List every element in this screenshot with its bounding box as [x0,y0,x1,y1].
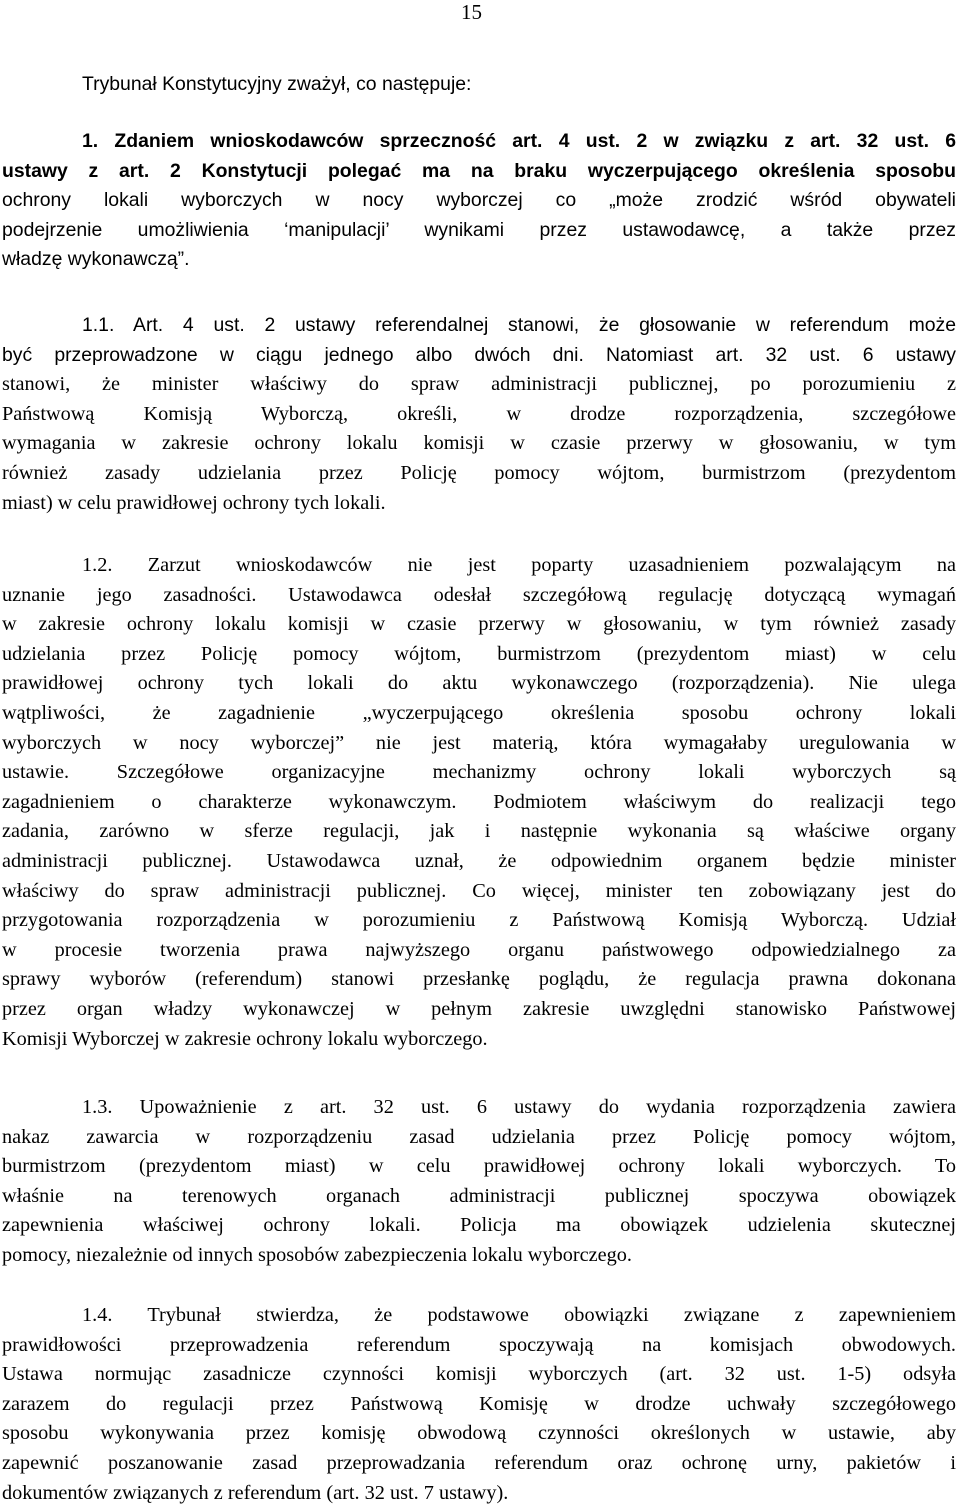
paragraph-line: w zakresie ochrony lokalu komisji w czasie przerwy w głosowaniu, w tym również zasady [2,613,956,636]
paragraph-line: również zasady udzielania przez Policję pomocy wójtom, burmistrzom (prezydentom [2,461,956,484]
paragraph-line: w procesie tworzenia prawa najwyższego organu państwowego odpowiedzialnego za [2,938,956,961]
paragraph-line: ustawie. Szczegółowe organizacyjne mechanizmy ochrony lokali wyborczych są [2,761,956,784]
page-number: 15 [461,0,482,24]
paragraph-line: 1. Zdaniem wnioskodawców sprzeczność art. 4 ust. 2 w związku z art. 32 ust. 6 [82,130,956,152]
paragraph-line: wymagania w zakresie ochrony lokalu komisji w czasie przerwy w głosowaniu, w tym [2,432,956,455]
paragraph-1-1 [2,311,956,518]
paragraph-line: Komisji Wyborczej w zakresie ochrony lokalu wyborczego. [2,1027,488,1050]
paragraph-line: ustawy z art. 2 Konstytucji polegać ma na braku wyczerpującego określenia sposobu [2,159,956,182]
paragraph-line: zapewnić poszanowanie zasad przeprowadzania referendum oraz ochronę urny, pakietów i [2,1451,956,1474]
paragraph-line: przygotowania rozporządzenia w porozumieniu z Państwową Komisją Wyborczą. Udział [2,909,956,932]
paragraph-1-3 [2,1093,956,1271]
paragraph-line: zagadnieniem o charakterze wykonawczym. Podmiotem właściwym do realizacji tego [2,790,956,813]
paragraph-line: pomocy, niezależnie od innych sposobów zabezpieczenia lokalu wyborczego. [2,1243,632,1266]
paragraph-line: dokumentów związanych z referendum (art. 32 ust. 7 ustawy). [2,1481,509,1504]
paragraph-line: właśnie na terenowych organach administracji publicznej spoczywa obowiązek [2,1184,956,1207]
paragraph-line: stanowi, że minister właściwy do spraw administracji publicznej, po porozumieniu z [2,373,956,396]
paragraph-line: Ustawa normując zasadnicze czynności komisji wyborczych (art. 32 ust. 1-5) odsyła [2,1363,956,1386]
paragraph-1 [2,127,956,275]
paragraph-line: podejrzenie umożliwienia ‘manipulacji’ wynikami przez ustawodawcę, a także przez [2,218,956,241]
paragraph-line: zapewnienia właściwej ochrony lokali. Policja ma obowiązek udzielenia skutecznej [2,1214,956,1237]
section-heading: Trybunał Konstytucyjny zważył, co następuje: [82,73,472,95]
paragraph-line: nakaz zawarcia w rozporządzeniu zasad udzielania przez Policję pomocy wójtom, [2,1125,956,1148]
paragraph-line: 1.1. Art. 4 ust. 2 ustawy referendalnej stanowi, że głosowanie w referendum może [82,314,956,336]
paragraph-1-2 [2,551,956,1054]
paragraph-line: zadania, zarówno w sferze regulacji, jak i następnie wykonania są właściwe organy [2,820,956,843]
paragraph-line: sposobu wykonywania przez komisję obwodową czynności określonych w ustawie, aby [2,1422,956,1445]
paragraph-line: sprawy wyborów (referendum) stanowi przesłankę poglądu, że regulacja prawna dokonana [2,968,956,991]
paragraph-line: Państwową Komisją Wyborczą, określi, w drodze rozporządzenia, szczegółowe [2,402,956,425]
paragraph-line: 1.4. Trybunał stwierdza, że podstawowe obowiązki związane z zapewnieniem [82,1304,956,1326]
paragraph-line: być przeprowadzone w ciągu jednego albo dwóch dni. Natomiast art. 32 ust. 6 ustawy [2,343,956,366]
paragraph-line: wyborczych w nocy wyborczej” nie jest materią, która wymagałaby uregulowania w [2,731,956,754]
paragraph-line: właściwy do spraw administracji publicznej. Co więcej, minister ten zobowiązany jest do [2,879,956,902]
paragraph-line: ochrony lokali wyborczych w nocy wyborczej co „może zrodzić wśród obywateli [2,189,956,212]
paragraph-1-4 [2,1301,956,1508]
paragraph-line: przez organ władzy wykonawczej w pełnym zakresie uwzględni stanowisko Państwowej [2,997,956,1020]
paragraph-line: wątpliwości, że zagadnienie „wyczerpującego określenia sposobu ochrony lokali [2,701,956,724]
paragraph-line: burmistrzom (prezydentom miast) w celu prawidłowej ochrony lokali wyborczych. To [2,1155,956,1178]
paragraph-line: uznanie jego zasadności. Ustawodawca odesłał szczegółową regulację dotyczącą wymagań [2,583,956,606]
paragraph-line: prawidłowej ochrony tych lokali do aktu wykonawczego (rozporządzenia). Nie ulega [2,672,956,695]
paragraph-line: 1.3. Upoważnienie z art. 32 ust. 6 ustawy do wydania rozporządzenia zawiera [82,1096,956,1118]
paragraph-line: administracji publicznej. Ustawodawca uznał, że odpowiednim organem będzie minister [2,849,956,872]
paragraph-line: 1.2. Zarzut wnioskodawców nie jest poparty uzasadnieniem pozwalającym na [82,554,956,576]
paragraph-line: miast) w celu prawidłowej ochrony tych lokali. [2,491,386,514]
paragraph-line: zarazem do regulacji przez Państwową Komisję w drodze uchwały szczegółowego [2,1392,956,1415]
paragraph-line: władzę wykonawczą”. [2,248,190,271]
paragraph-line: prawidłowości przeprowadzenia referendum spoczywają na komisjach obwodowych. [2,1333,956,1356]
paragraph-line: udzielania przez Policję pomocy wójtom, burmistrzom (prezydentom miast) w celu [2,642,956,665]
heading-block [2,70,956,100]
